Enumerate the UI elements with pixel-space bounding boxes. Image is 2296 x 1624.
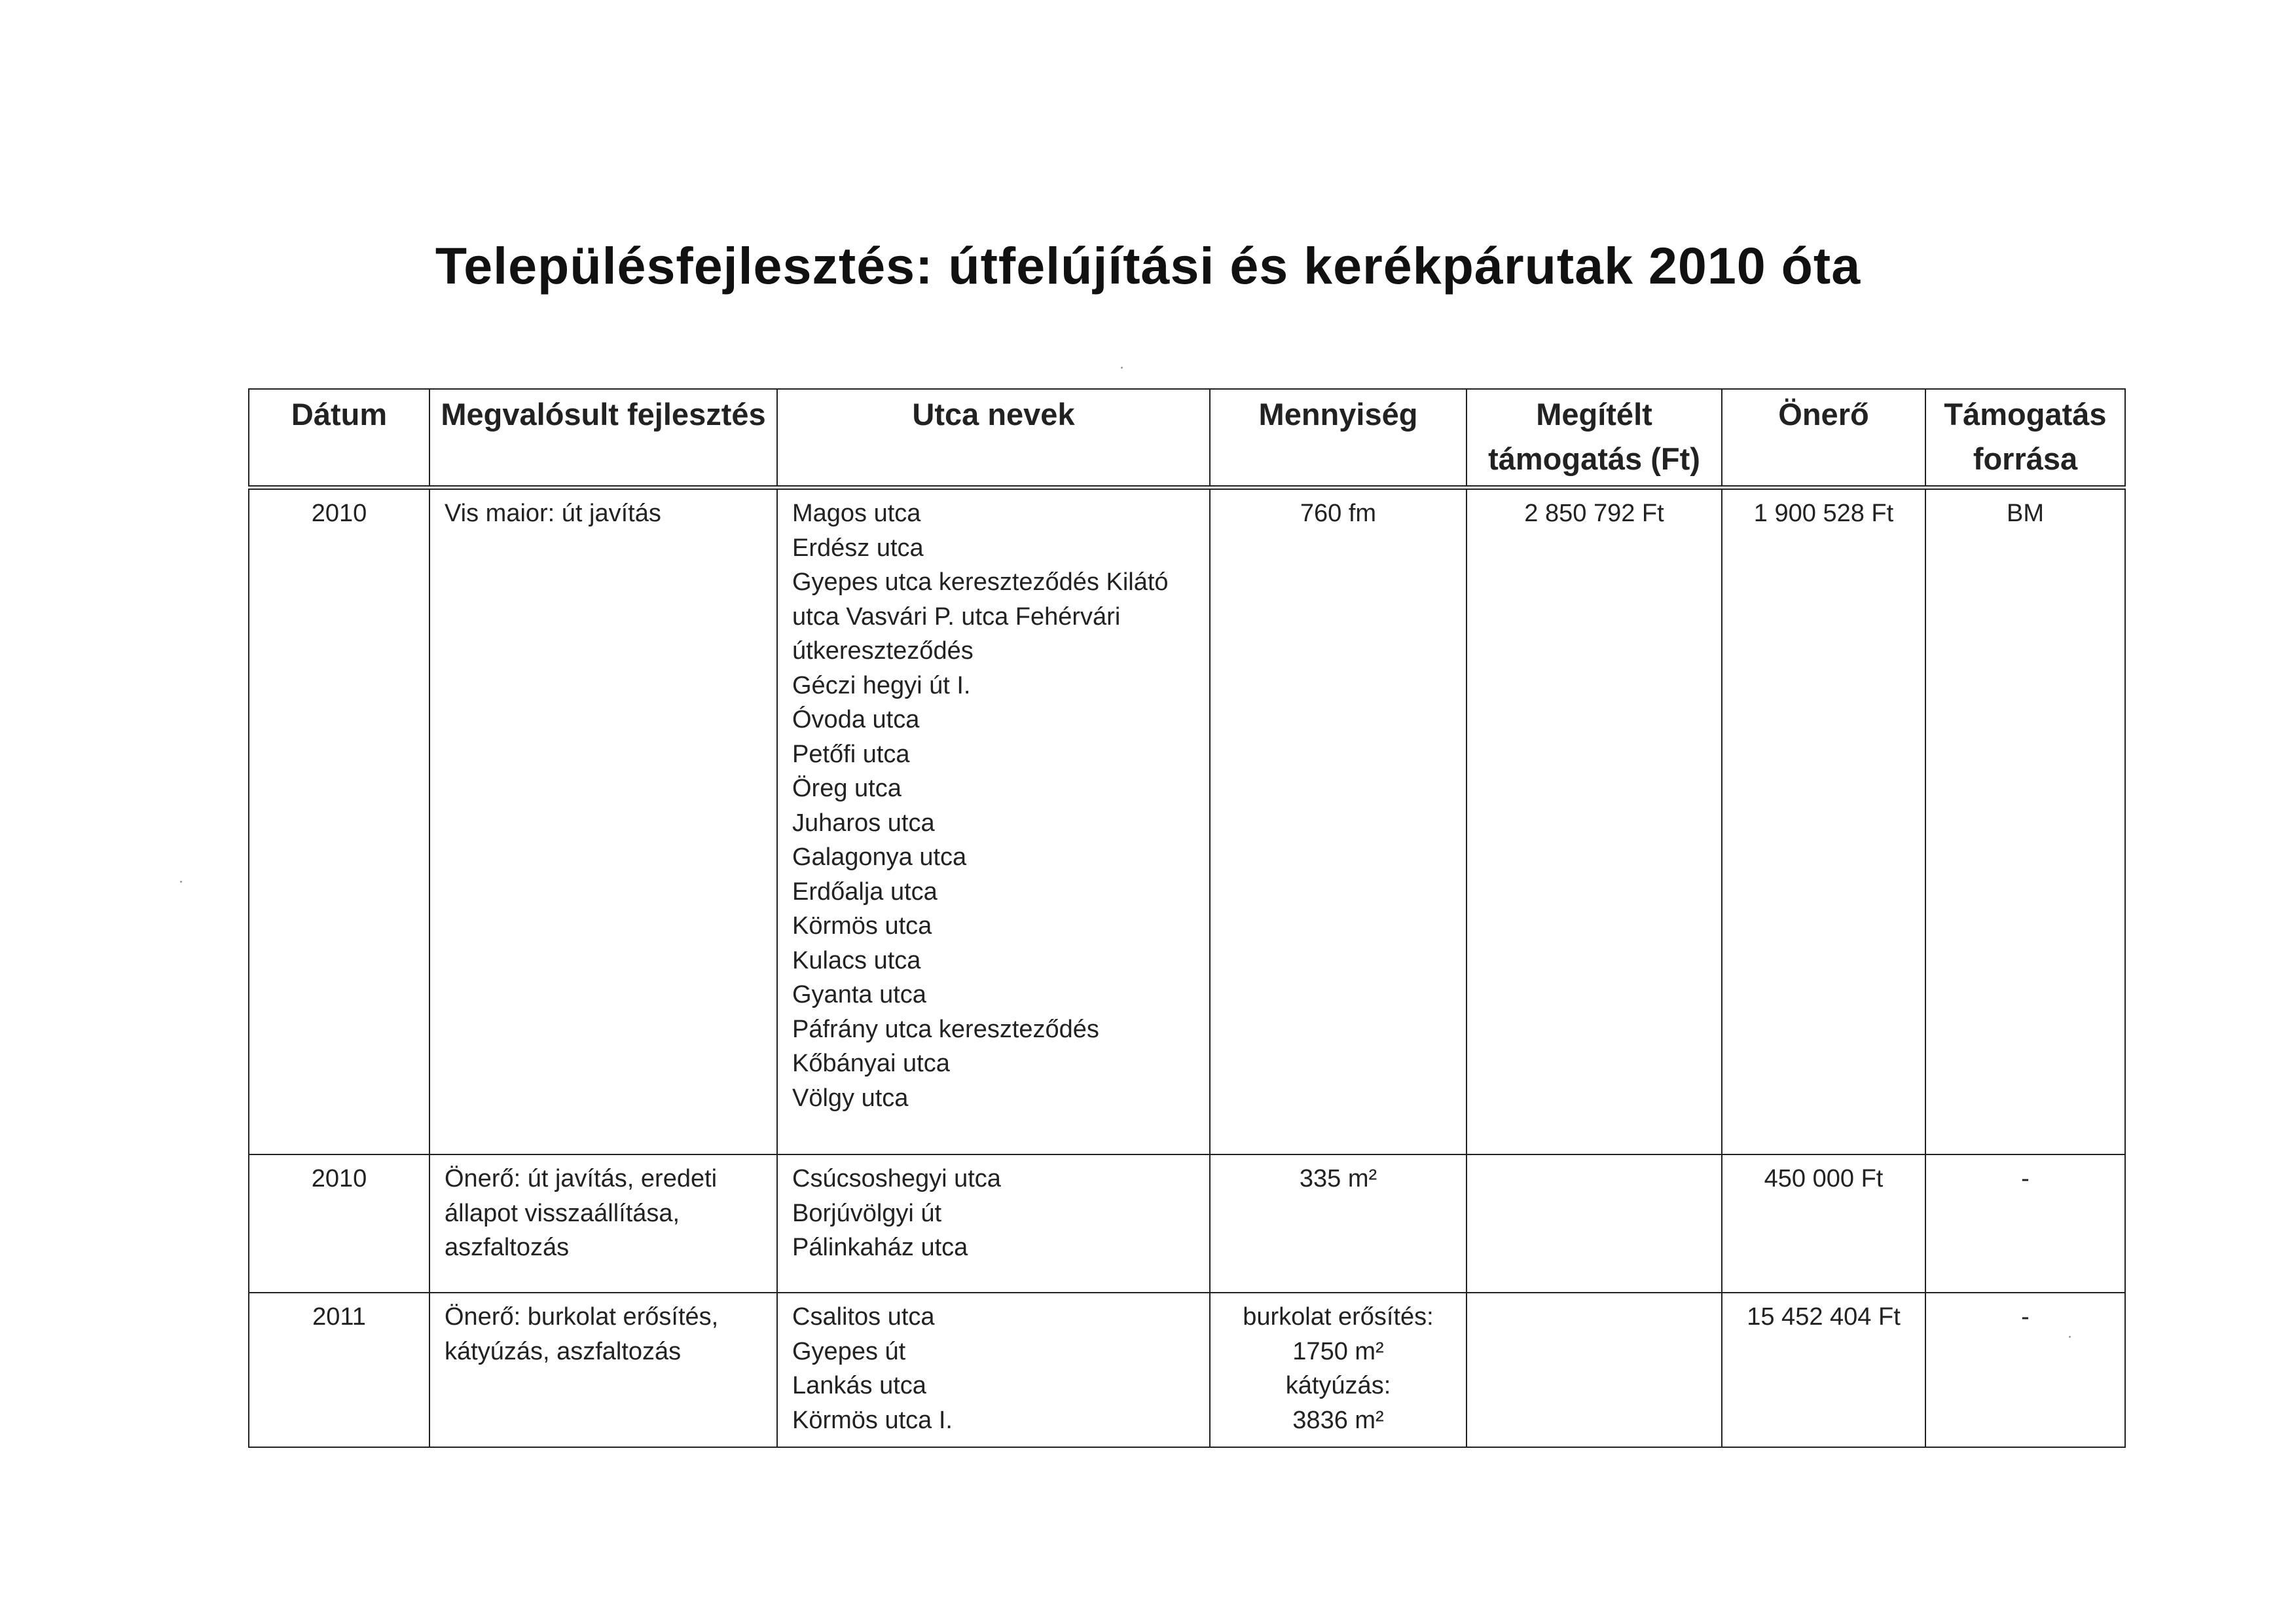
street-name: Csalitos utca: [792, 1303, 935, 1331]
cell-development: Önerő: út javítás, eredeti állapot visszaállítása, aszfaltozás: [429, 1154, 777, 1293]
quantity-line: kátyúzás:: [1285, 1372, 1391, 1399]
cell-date: 2010: [249, 1154, 429, 1293]
header-grant: Megítélt támogatás (Ft): [1467, 389, 1722, 488]
header-development: Megvalósult fejlesztés: [429, 389, 777, 488]
table-row: [249, 488, 2125, 1155]
street-name: Csúcsoshegyi utca: [792, 1165, 1001, 1192]
cell-grant: 2 850 792 Ft: [1467, 488, 1722, 1155]
quantity-line: 335 m²: [1299, 1165, 1377, 1192]
cell-quantity: [1210, 488, 1467, 1155]
street-name: Gyepes utca kereszteződés Kilátó utca Vasvári P. utca Fehérvári útkereszteződés: [792, 568, 1169, 665]
cell-development: Vis maior: út javítás: [429, 488, 777, 1155]
cell-grant: [1467, 1293, 1722, 1447]
cell-own-contribution: 15 452 404 Ft: [1722, 1293, 1925, 1447]
header-date: Dátum: [249, 389, 429, 488]
street-name: Pálinkaház utca: [792, 1234, 968, 1261]
cell-quantity: [1210, 1293, 1467, 1447]
street-name: Galagonya utca: [792, 843, 967, 871]
cell-date: 2010: [249, 488, 429, 1155]
table-row: [249, 1293, 2125, 1447]
street-name: Körmös utca I.: [792, 1406, 953, 1434]
quantity-line: burkolat erősítés:: [1243, 1303, 1434, 1331]
header-streets: Utca nevek: [777, 389, 1210, 488]
quantity-line: 760 fm: [1300, 500, 1377, 527]
cell-streets: [777, 488, 1210, 1155]
cell-quantity: [1210, 1154, 1467, 1293]
street-name: Magos utca: [792, 500, 921, 527]
cell-source: -: [1925, 1154, 2125, 1293]
street-name: Kőbányai utca: [792, 1050, 950, 1077]
street-name: Petőfi utca: [792, 740, 910, 768]
street-name: Géczi hegyi út I.: [792, 671, 971, 699]
street-name: Juharos utca: [792, 809, 935, 837]
street-name: Erdőalja utca: [792, 877, 938, 906]
header-source: Támogatás forrása: [1925, 389, 2125, 488]
street-name: Páfrány utca kereszteződés: [792, 1015, 1099, 1043]
street-name: Gyepes út: [792, 1337, 906, 1365]
scan-speck: [180, 881, 182, 883]
cell-streets: [777, 1293, 1210, 1447]
street-name: Lankás utca: [792, 1372, 926, 1399]
header-own-contribution: Önerő: [1722, 389, 1925, 488]
cell-grant: [1467, 1154, 1722, 1293]
street-name: Öreg utca: [792, 775, 902, 802]
scan-speck: [1121, 367, 1123, 369]
cell-development: Önerő: burkolat erősítés, kátyúzás, aszfaltozás: [429, 1293, 777, 1447]
development-table: [248, 388, 2126, 1448]
cell-source: -: [1925, 1293, 2125, 1447]
scan-speck: [2069, 1336, 2071, 1338]
cell-streets: [777, 1154, 1210, 1293]
table-row: [249, 1154, 2125, 1293]
street-name: Kulacs utca: [792, 946, 921, 974]
street-name: Völgy utca: [792, 1084, 909, 1112]
street-name: Körmös utca: [792, 912, 932, 940]
cell-own-contribution: 1 900 528 Ft: [1722, 488, 1925, 1155]
page-title: Településfejlesztés: útfelújítási és kerékpárutak 2010 óta: [435, 236, 1861, 295]
street-name: Erdész utca: [792, 534, 924, 562]
quantity-line: 3836 m²: [1292, 1406, 1384, 1434]
street-name: Borjúvölgyi út: [792, 1199, 942, 1227]
quantity-line: 1750 m²: [1292, 1337, 1384, 1365]
cell-source: BM: [1925, 488, 2125, 1155]
street-name: Óvoda utca: [792, 706, 920, 733]
table-header-row: [249, 389, 2125, 488]
cell-own-contribution: 450 000 Ft: [1722, 1154, 1925, 1293]
street-name: Gyanta utca: [792, 981, 926, 1008]
cell-date: 2011: [249, 1293, 429, 1447]
header-quantity: Mennyiség: [1210, 389, 1467, 488]
